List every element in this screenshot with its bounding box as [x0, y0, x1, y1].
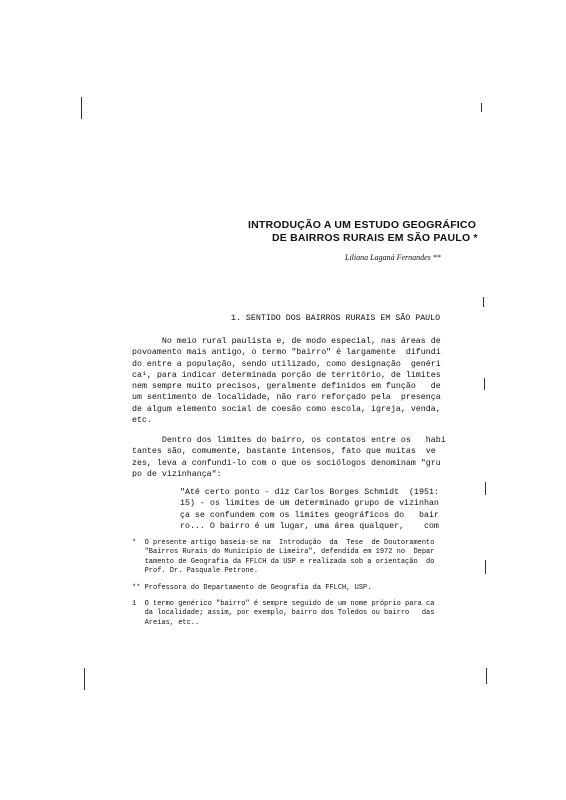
- paragraph-2-line: tantes são, comumente, bastante intensos, fato que muitas ve: [132, 447, 436, 457]
- paragraph-2-line: Dentro dos limites do bairro, os contatos entre os habi: [132, 436, 446, 445]
- quote-line: 15) - os limites de um determinado grupo de vizinhan: [180, 499, 439, 509]
- paragraph-1-line: etc.: [132, 416, 152, 426]
- footnote-line: Prof. Dr. Pasquale Petrone.: [132, 566, 259, 575]
- paragraph-1-line: ca¹, para indicar determinada porção de território, de limites: [132, 370, 441, 380]
- footnote-line: "Bairros Rurais do Município de Limeira", defendida em 1972 no Depar: [132, 548, 435, 557]
- quote-line: ro... O bairro é um lugar, uma área qualquer, com: [180, 521, 439, 531]
- quote-line: ça se confundem com os limites geográficos do bair: [180, 510, 439, 520]
- footnote-line: 1 O termo genérico "bairro" é sempre seguido de um nome próprio para ca: [132, 600, 435, 608]
- article-title-line-1: INTRODUÇÃO A UM ESTUDO GEOGRÁFICO: [248, 219, 477, 231]
- footnote-line: da localidade; assim, por exemplo, bairro dos Toledos ou bairro das: [132, 609, 435, 618]
- footnote-double-star: ** Professora do Departamento de Geografia da FFLCH, USP.: [132, 584, 372, 592]
- scan-mark-right-5: [485, 560, 486, 574]
- quote-line: "Até certo ponto - diz Carlos Borges Schmidt (1951:: [180, 488, 439, 497]
- scan-mark-right-6: [486, 668, 487, 684]
- footnote-line: Areias, etc..: [132, 618, 200, 627]
- footnote-line: tamento de Geografia da FFLCH da USP e realizada sob a orientação do: [132, 557, 435, 566]
- paragraph-1: [132, 336, 441, 426]
- paragraph-1-line: nem sempre muito precisos, geralmente definidos em função de: [132, 382, 441, 392]
- author-name: Liliana Laganá Fernandes **: [345, 253, 441, 262]
- article-title-line-2: DE BAIRROS RURAIS EM SÃO PAULO *: [272, 232, 478, 244]
- paragraph-1-line: No meio rural paulista e, de modo especial, nas áreas de: [132, 337, 441, 346]
- footnote-star: [132, 539, 434, 576]
- scan-mark-top-left: [81, 97, 82, 119]
- paragraph-2-line: po de vizinhança":: [132, 469, 222, 479]
- paragraph-1-line: de algum elemento social de coesão como escola, igreja, venda,: [132, 404, 441, 414]
- paragraph-1-line: povoamento mais antigo, o termo "bairro" é largamente difundi: [132, 348, 441, 358]
- block-quote: [180, 487, 439, 532]
- scan-mark-bottom-left: [84, 668, 85, 690]
- footnote-1: [132, 600, 434, 628]
- scan-mark-right-2: [483, 297, 484, 307]
- paragraph-1-line: do entre a população, sendo utilizado, como designação genéri: [132, 359, 441, 369]
- paragraph-2-line: zes, leva a confundi-lo com o que os sociólogos denominam "gru: [132, 458, 441, 468]
- scan-mark-right-3: [484, 378, 485, 390]
- section-heading: 1. SENTIDO DOS BAIRROS RURAIS EM SÃO PAULO: [231, 314, 441, 323]
- scan-mark-right-4: [485, 482, 486, 495]
- footnote-line: * O presente artigo baseia-se na Introdução da Tese de Doutoramento: [132, 539, 435, 547]
- scan-mark-right-1: [481, 103, 482, 112]
- paragraph-1-line: um sentimento de localidade, não raro reforçado pela presença: [132, 393, 441, 403]
- paragraph-2: [132, 435, 446, 480]
